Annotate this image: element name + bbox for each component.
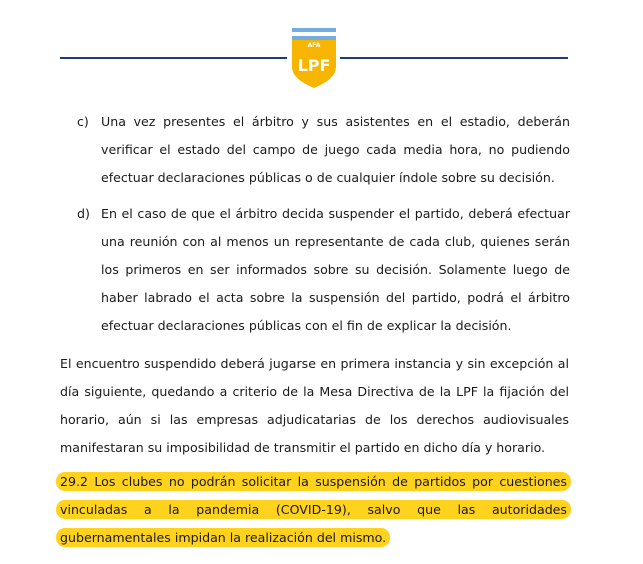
lpf-logo — [290, 27, 338, 89]
header-rule-right — [340, 57, 568, 59]
highlighted-paragraph — [56, 468, 571, 552]
highlight-text: 29.2 Los clubes no podrán solicitar la suspensión de partidos por cuestiones vinculadas a la pandemia (COVID-19), salvo que las autoridades gubernamentales impidan la realización del mismo. — [56, 472, 571, 547]
lpf-shield-icon — [290, 27, 338, 89]
list-marker: c) — [77, 114, 89, 129]
body-paragraph: El encuentro suspendido deberá jugarse en primera instancia y sin excepción al día siguiente, quedando a criterio de la Mesa Directiva de la LPF la fijación del horario, aún si las empresas adjudicatarias de los derechos audiovisuales manifestaran su imposibilidad de transmitir el partido en dicho día y horario. — [60, 356, 569, 455]
list-item-c — [77, 108, 570, 192]
logo-afa-text: AFA — [307, 42, 321, 49]
list-marker: d) — [77, 206, 90, 221]
list-item-text: En el caso de que el árbitro decida suspender el partido, deberá efectuar una reunión con al menos un representante de cada club, quienes serán los primeros en ser informados sobre su decisión. Solamente luego de haber labrado el acta sobre la suspensión del partido, podrá el árbitro efectuar declaraciones públicas con el fin de explicar la decisión. — [101, 206, 570, 333]
list-item-text: Una vez presentes el árbitro y sus asistentes en el estadio, deberán verificar el estado del campo de juego cada media hora, no pudiendo efectuar declaraciones públicas o de cualquier índole sobre su decisión. — [101, 114, 570, 185]
list-item-d — [77, 200, 570, 340]
header-rule-left — [60, 57, 287, 59]
logo-lpf-text: LPF — [297, 56, 331, 75]
